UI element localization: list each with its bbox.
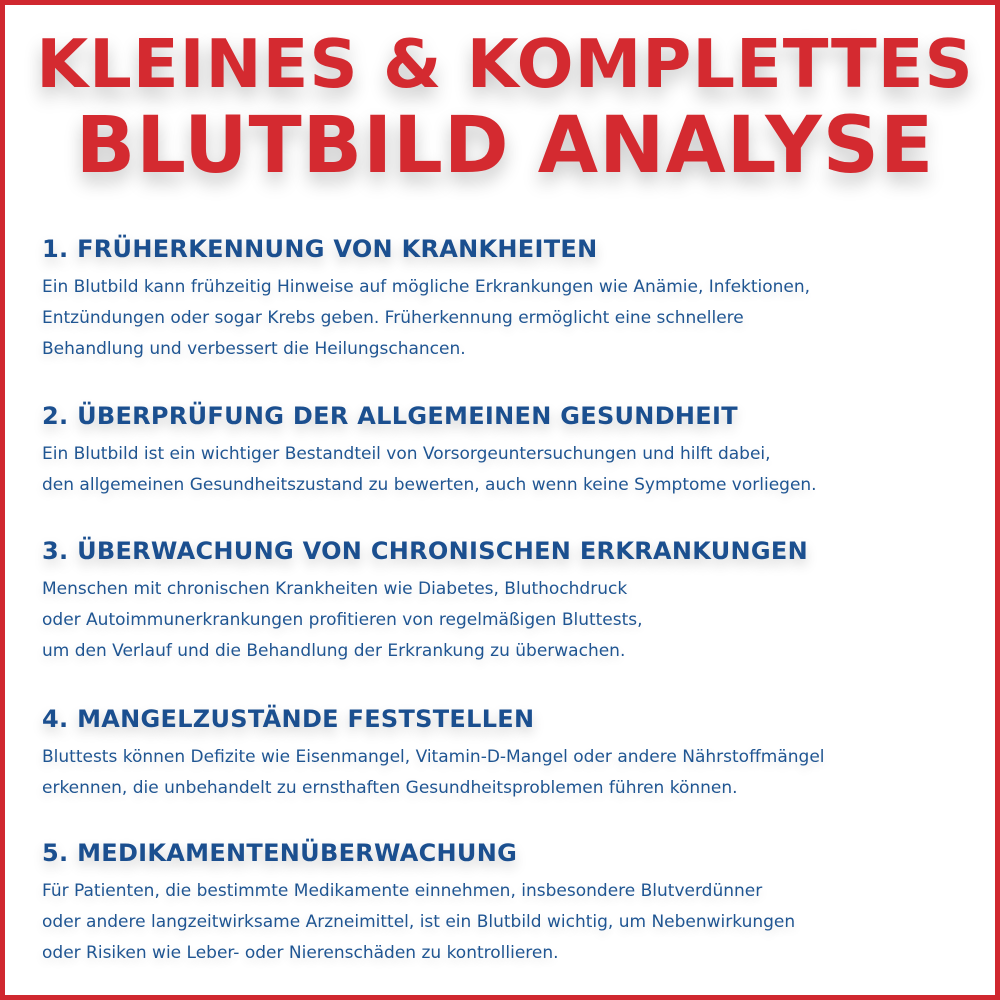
section-text-line: Für Patienten, die bestimmte Medikamente einnehmen, insbesondere Blutverdünner	[42, 881, 763, 901]
section-heading: 4. MANGELZUSTÄNDE FESTSTELLEN	[42, 705, 535, 733]
section-text-line: oder Risiken wie Leber- oder Nierenschäden zu kontrollieren.	[42, 943, 559, 963]
section-text-line: Entzündungen oder sogar Krebs geben. Früherkennung ermöglicht eine schnellere	[42, 308, 744, 328]
section-text-line: Ein Blutbild ist ein wichtiger Bestandteil von Vorsorgeuntersuchungen und hilft dabei,	[42, 444, 771, 464]
section-heading: 2. ÜBERPRÜFUNG DER ALLGEMEINEN GESUNDHEIT	[42, 402, 738, 430]
section-heading: 5. MEDIKAMENTENÜBERWACHUNG	[42, 839, 518, 867]
section-text-line: oder Autoimmunerkrankungen profitieren von regelmäßigen Bluttests,	[42, 610, 643, 630]
section-body	[42, 742, 972, 804]
section-text-line: Ein Blutbild kann frühzeitig Hinweise auf mögliche Erkrankungen wie Anämie, Infektionen,	[42, 277, 811, 297]
title-line-1: KLEINES & KOMPLETTES	[36, 25, 974, 103]
section-heading: 3. ÜBERWACHUNG VON CHRONISCHEN ERKRANKUNGEN	[42, 537, 808, 565]
section-text-line: oder andere langzeitwirksame Arzneimittel, ist ein Blutbild wichtig, um Nebenwirkungen	[42, 912, 796, 932]
section-chronische-erkrankungen	[42, 536, 972, 667]
section-text-line: Behandlung und verbessert die Heilungschancen.	[42, 339, 466, 359]
section-heading: 1. FRÜHERKENNUNG VON KRANKHEITEN	[42, 235, 598, 263]
section-medikamentenueberwachung	[42, 838, 972, 969]
section-text-line: Menschen mit chronischen Krankheiten wie Diabetes, Bluthochdruck	[42, 579, 628, 599]
section-body	[42, 272, 972, 365]
section-frueherkennung	[42, 234, 972, 365]
section-body	[42, 439, 972, 501]
section-text-line: Bluttests können Defizite wie Eisenmangel, Vitamin-D-Mangel oder andere Nährstoffmängel	[42, 747, 825, 767]
section-body	[42, 876, 972, 969]
section-body	[42, 574, 972, 667]
section-mangelzustaende	[42, 704, 972, 804]
section-text-line: um den Verlauf und die Behandlung der Erkrankung zu überwachen.	[42, 641, 626, 661]
section-allgemeine-gesundheit	[42, 401, 972, 501]
section-text-line: den allgemeinen Gesundheitszustand zu bewerten, auch wenn keine Symptome vorliegen.	[42, 475, 817, 495]
section-text-line: erkennen, die unbehandelt zu ernsthaften Gesundheitsproblemen führen können.	[42, 778, 738, 798]
page-title	[5, 23, 1000, 191]
title-line-2: BLUTBILD ANALYSE	[75, 101, 935, 191]
